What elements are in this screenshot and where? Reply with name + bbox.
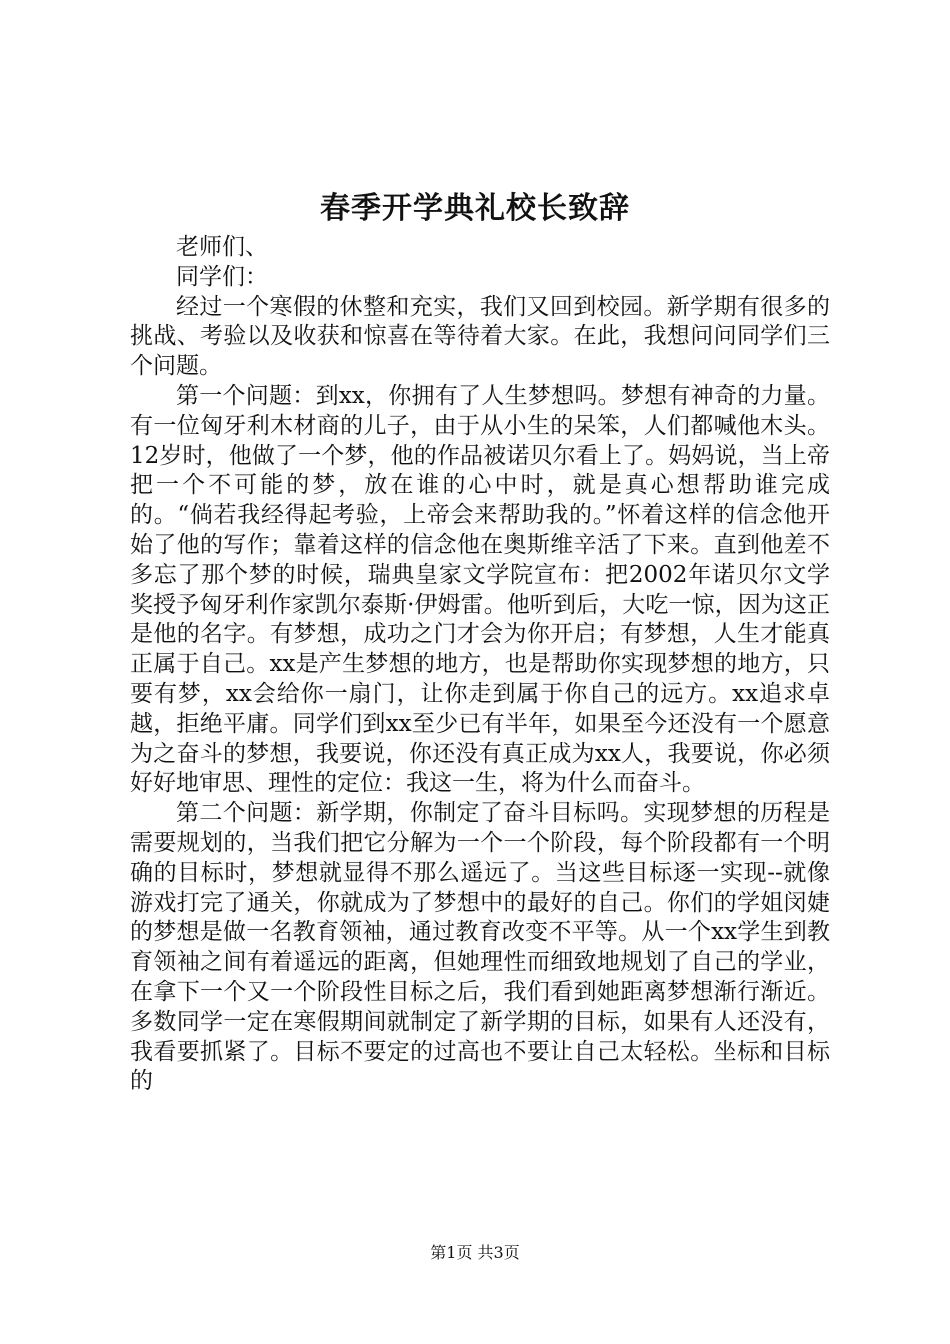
paragraph-intro: 经过一个寒假的休整和充实，我们又回到校园。新学期有很多的挑战、考验以及收获和惊喜在等待着大家。在此，我想问问同学们三个问题。: [130, 293, 830, 380]
paragraph-question-two: 第二个问题：新学期，你制定了奋斗目标吗。实现梦想的历程是需要规划的，当我们把它分解为一个一个阶段，每个阶段都有一个明确的目标时，梦想就显得不那么遥远了。当这些目标逐一实现--就像游戏打完了通关，你就成为了梦想中的最好的自己。你们的学姐闵婕的梦想是做一名教育领袖，通过教育改变不平等。从一个xx学生到教育领袖之间有着遥远的距离，但她理性而细致地规划了自己的学业，在拿下一个又一个阶段性目标之后，我们看到她距离梦想渐行渐近。多数同学一定在寒假期间就制定了新学期的目标，如果有人还没有，我看要抓紧了。目标不要定的过高也不要让自己太轻松。坐标和目标的: [130, 800, 830, 1095]
paragraph-question-one: 第一个问题：到xx，你拥有了人生梦想吗。梦想有神奇的力量。有一位匈牙利木材商的儿子，由于从小生的呆笨，人们都喊他木头。12岁时，他做了一个梦，他的作品被诺贝尔看上了。妈妈说，当上帝把一个不可能的梦，放在谁的心中时，就是真心想帮助谁完成的。“倘若我经得起考验，上帝会来帮助我的。”怀着这样的信念他开始了他的写作；靠着这样的信念他在奥斯维辛活了下来。直到他差不多忘了那个梦的时候，瑞典皇家文学院宣布：把2002年诺贝尔文学奖授予匈牙利作家凯尔泰斯·伊姆雷。他听到后，大吃一惊，因为这正是他的名字。有梦想，成功之门才会为你开启；有梦想，人生才能真正属于自己。xx是产生梦想的地方，也是帮助你实现梦想的地方，只要有梦，xx会给你一扇门，让你走到属于你自己的远方。xx追求卓越，拒绝平庸。同学们到xx至少已有半年，如果至今还没有一个愿意为之奋斗的梦想，我要说，你还没有真正成为xx人，我要说，你必须好好地审思、理性的定位：我这一生，将为什么而奋斗。: [130, 382, 830, 797]
page-number-footer: 第1页 共3页: [430, 1243, 520, 1262]
salutation-students: 同学们：: [176, 263, 268, 290]
document-body: [130, 233, 830, 1097]
document-title: 春季开学典礼校长致辞: [320, 191, 630, 226]
salutation-teachers: 老师们、: [176, 234, 268, 260]
